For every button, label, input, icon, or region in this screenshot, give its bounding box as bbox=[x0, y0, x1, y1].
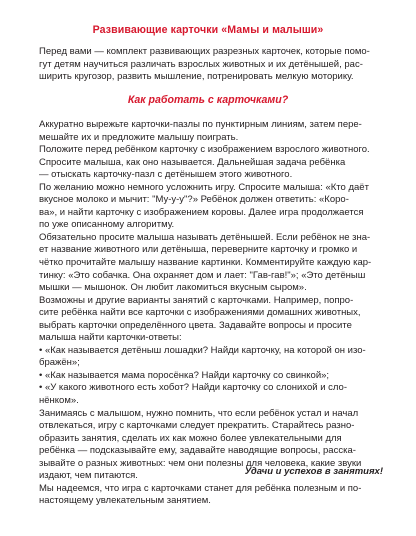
text-line: настоящему увлекательным занятием. bbox=[39, 495, 211, 507]
intro-line: гут детям научиться различать взрослых животных и их детёнышей, рас- bbox=[39, 58, 363, 70]
text-line: сите ребёнка найти все карточки с изображениями домашних животных, bbox=[39, 307, 361, 319]
text-line: отвлекаться, игру с карточками следует прекратить. Старайтесь разно- bbox=[39, 420, 355, 432]
text-line: нёнком». bbox=[39, 395, 79, 407]
text-line: зывайте о разных животных: чем они полезны для человека, какие звуки bbox=[39, 457, 362, 469]
text-line: чётко прочитайте малышу название картинки. Комментируйте каждую кар- bbox=[39, 257, 372, 269]
text-line: малыша найти карточки-ответы: bbox=[39, 332, 182, 344]
text-line: мешайте их и предложите малышу поиграть. bbox=[39, 131, 239, 143]
intro-paragraph bbox=[39, 46, 381, 84]
text-line: по уже описанному алгоритму. bbox=[39, 219, 175, 231]
text-line: • «Как называется детёныш лошадки? Найди карточку, на которой он изо- bbox=[39, 344, 366, 356]
text-line: Возможны и другие варианты занятий с карточками. Например, попро- bbox=[39, 294, 354, 306]
text-line: — отыскать карточку-пазл с детёнышем этого животного. bbox=[39, 169, 293, 181]
text-line: • «Как называется мама поросёнка? Найди карточку со свинкой»; bbox=[39, 369, 330, 381]
text-line: мышки — мышонок. Он любит лакомиться вкусным сыром». bbox=[39, 282, 307, 294]
page-title: Развивающие карточки «Мамы и малыши» bbox=[92, 24, 324, 36]
text-line: бражён»; bbox=[39, 357, 80, 369]
text-line: Положите перед ребёнком карточку с изображением взрослого животного. bbox=[39, 144, 370, 156]
intro-line: ширить кругозор, развить мышление, потренировать мелкую моторику. bbox=[39, 71, 354, 83]
section-subtitle: Как работать с карточками? bbox=[127, 94, 289, 106]
text-line: По желанию можно немного усложнить игру. Спросите малыша: «Кто даёт bbox=[39, 181, 369, 193]
text-line: Занимаясь с малышом, нужно помнить, что если ребёнок устал и начал bbox=[39, 407, 359, 419]
text-line: тинку: «Это собачка. Она охраняет дом и лает: "Гав-гав!"»; «Это детёныш bbox=[39, 269, 366, 281]
text-line: Обязательно просите малыша называть детёнышей. Если ребёнок не зна- bbox=[39, 231, 371, 243]
text-line: ва», и найти карточку с изображением коровы. Далее игра продолжается bbox=[39, 206, 364, 218]
intro-line: Перед вами — комплект развивающих разрезных карточек, которые помо- bbox=[39, 46, 370, 57]
text-line: ребёнка — подсказывайте ему, задавайте наводящие вопросы, расска- bbox=[39, 445, 356, 457]
text-line: Мы надеемся, что игра с карточками станет для ребёнка полезным и по- bbox=[39, 482, 362, 494]
instructions-text bbox=[39, 119, 381, 508]
text-line: образить занятия, сделать их как можно более увлекательными для bbox=[39, 432, 342, 444]
text-line: Аккуратно вырежьте карточки-пазлы по пунктирным линиям, затем пере- bbox=[39, 119, 362, 130]
closing-line: Удачи и успехов в занятиях! bbox=[244, 466, 383, 477]
text-line: Спросите малыша, как оно называется. Дальнейшая задача ребёнка bbox=[39, 156, 346, 168]
text-line: ет название животного или детёныша, переверните карточку и громко и bbox=[39, 244, 358, 256]
text-line: вкусное молоко и мычит: "Му-у-у"?» Ребёнок должен ответить: «Коро- bbox=[39, 194, 349, 206]
text-line: издают, чем питаются. bbox=[39, 470, 138, 482]
text-line: • «У какого животного есть хобот? Найди карточку со слонихой и сло- bbox=[39, 382, 347, 394]
text-line: выбрать карточки определённого цвета. Задавайте вопросы и просите bbox=[39, 319, 352, 331]
